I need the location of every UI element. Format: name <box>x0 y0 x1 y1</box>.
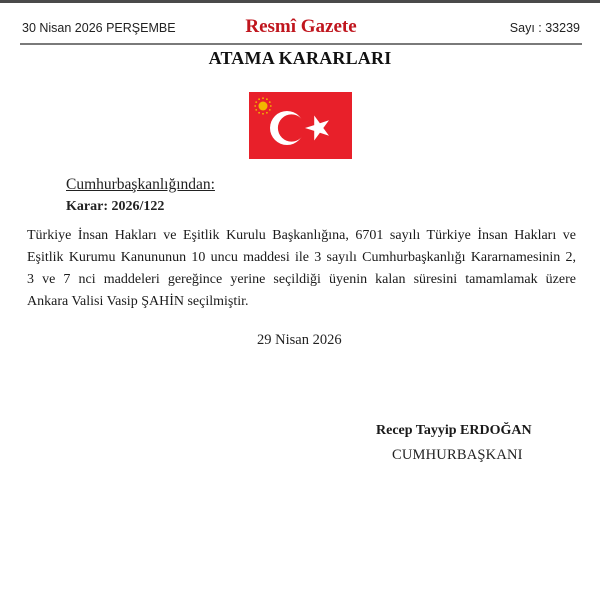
issuing-authority: Cumhurbaşkanlığından: <box>66 176 215 193</box>
gazette-header <box>20 16 582 42</box>
body-line: Ankara Valisi Vasip ŞAHİN seçilmiştir. <box>27 294 249 309</box>
signer-name: Recep Tayyip ERDOĞAN <box>376 423 532 438</box>
body-line: 3 ve 7 nci maddeleri gereğince yerine seçildiği üyenin kalan süresini tamamlamak üzere <box>27 272 576 287</box>
body-line: Türkiye İnsan Hakları ve Eşitlik Kurulu Başkanlığına, 6701 sayılı Türkiye İnsan Hakları ve <box>27 228 576 243</box>
decision-number: Karar: 2026/122 <box>66 199 165 214</box>
section-title: ATAMA KARARLARI <box>208 48 392 68</box>
presidential-flag-icon <box>249 92 352 159</box>
gazette-title: Resmî Gazete <box>245 16 357 37</box>
issue-number: Sayı : 33239 <box>509 21 580 35</box>
top-border <box>0 0 600 3</box>
publication-date: 30 Nisan 2026 PERŞEMBE <box>22 21 176 35</box>
body-line: Eşitlik Kurumu Kanununun 10 uncu maddesi ile 3 sayılı Cumhurbaşkanlığı Kararnamesinin 2, <box>27 250 576 265</box>
decision-date: 29 Nisan 2026 <box>257 332 342 348</box>
signer-title: CUMHURBAŞKANI <box>392 447 523 463</box>
header-divider <box>20 43 582 45</box>
decision-body <box>27 225 576 313</box>
